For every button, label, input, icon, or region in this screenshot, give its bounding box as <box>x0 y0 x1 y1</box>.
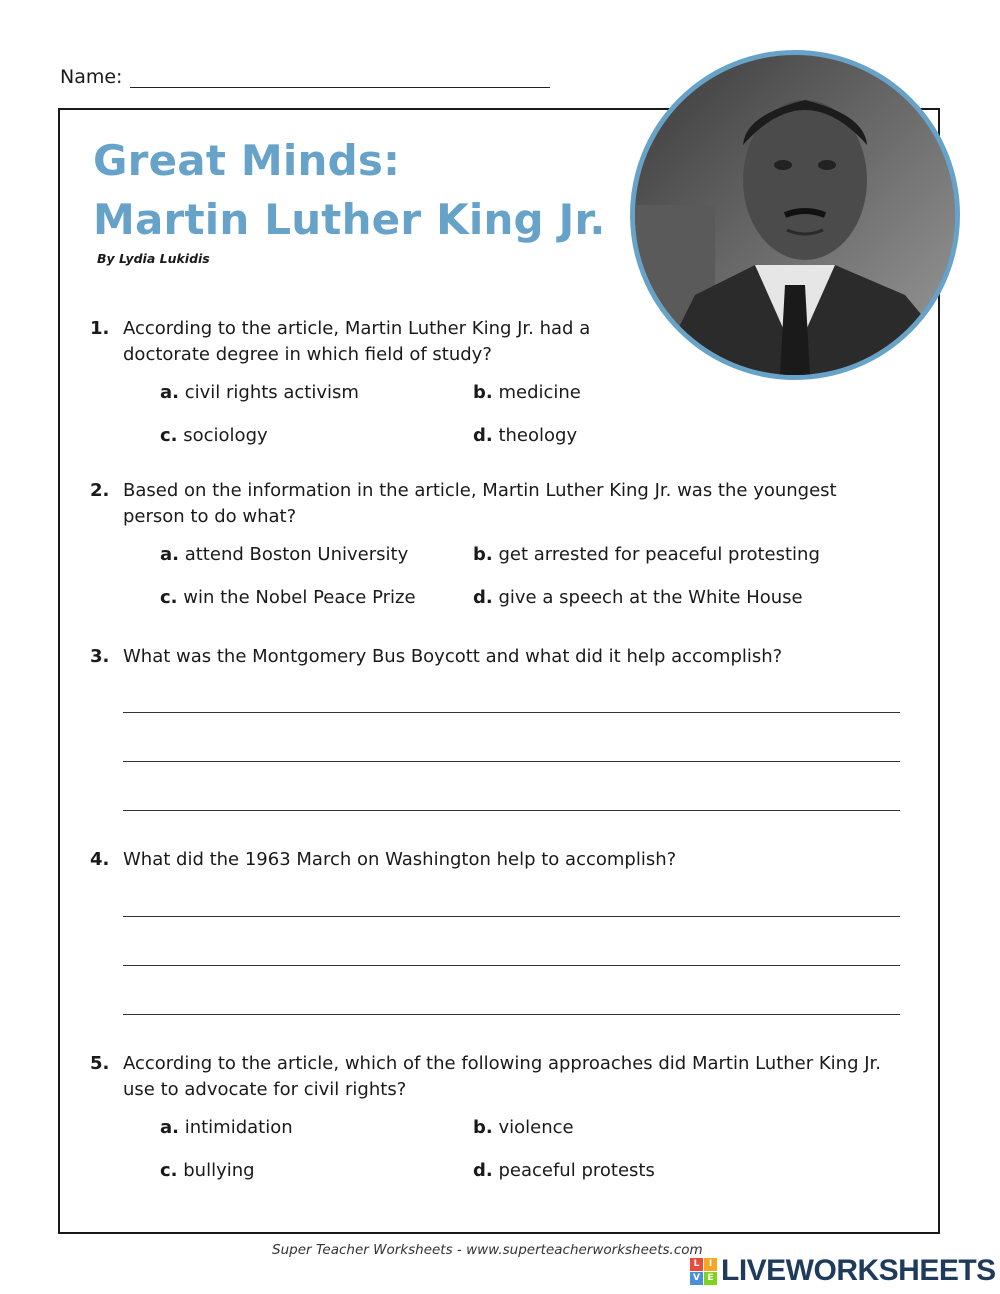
question-number: 3. <box>90 646 110 667</box>
portrait-photo <box>630 50 960 380</box>
title-line-2: Martin Luther King Jr. <box>93 195 606 244</box>
q2-option-c[interactable] <box>160 587 416 608</box>
question-text-line2: doctorate degree in which field of study? <box>123 344 492 365</box>
question-text-line2: person to do what? <box>123 506 297 527</box>
option-letter: a. <box>160 1117 179 1138</box>
author-byline: By Lydia Lukidis <box>97 251 210 266</box>
option-text: win the Nobel Peace Prize <box>183 587 416 608</box>
liveworksheets-icon: L I V E <box>690 1258 717 1285</box>
option-letter: c. <box>160 1160 178 1181</box>
q5-option-a[interactable] <box>160 1117 293 1138</box>
option-text: attend Boston University <box>184 544 409 565</box>
title-line-1: Great Minds: <box>93 136 401 185</box>
question-text-line2: use to advocate for civil rights? <box>123 1079 407 1100</box>
option-letter: d. <box>473 587 493 608</box>
option-text: peaceful protests <box>498 1160 655 1181</box>
option-text: civil rights activism <box>184 382 359 403</box>
q5-option-d[interactable] <box>473 1160 655 1181</box>
q1-option-d[interactable] <box>473 425 577 446</box>
question-text-line1: What was the Montgomery Bus Boycott and what did it help accomplish? <box>123 646 783 667</box>
q3-answer-line[interactable] <box>123 712 900 713</box>
q5-option-b[interactable] <box>473 1117 574 1138</box>
question-3 <box>90 644 920 672</box>
name-label: Name: <box>60 66 123 88</box>
option-letter: b. <box>473 382 493 403</box>
question-text-line1: According to the article, Martin Luther King Jr. had a <box>123 318 591 339</box>
q4-answer-line[interactable] <box>123 1014 900 1015</box>
question-1 <box>90 316 650 372</box>
footer-credit: Super Teacher Worksheets - www.superteacherworksheets.com <box>272 1242 703 1258</box>
question-number: 4. <box>90 849 110 870</box>
q5-option-c[interactable] <box>160 1160 255 1181</box>
q1-option-b[interactable] <box>473 382 581 403</box>
option-text: bullying <box>183 1160 255 1181</box>
question-text-line1: Based on the information in the article, Martin Luther King Jr. was the youngest <box>123 480 837 501</box>
q2-option-a[interactable] <box>160 544 408 565</box>
liveworksheets-logo[interactable] <box>690 1254 996 1288</box>
q2-option-d[interactable] <box>473 587 803 608</box>
name-input-line[interactable] <box>130 87 550 88</box>
q2-option-b[interactable] <box>473 544 820 565</box>
liveworksheets-wordmark: LIVEWORKSHEETS <box>721 1254 996 1287</box>
option-letter: c. <box>160 587 178 608</box>
q3-answer-line[interactable] <box>123 810 900 811</box>
option-letter: d. <box>473 1160 493 1181</box>
option-letter: a. <box>160 544 179 565</box>
option-letter: c. <box>160 425 178 446</box>
option-text: medicine <box>498 382 581 403</box>
q1-option-c[interactable] <box>160 425 268 446</box>
question-text-line1: What did the 1963 March on Washington help to accomplish? <box>123 849 677 870</box>
question-5 <box>90 1051 930 1107</box>
question-2 <box>90 478 920 534</box>
question-number: 2. <box>90 480 110 501</box>
option-text: give a speech at the White House <box>498 587 803 608</box>
option-text: intimidation <box>184 1117 293 1138</box>
option-letter: d. <box>473 425 493 446</box>
option-text: sociology <box>183 425 268 446</box>
question-4 <box>90 847 920 875</box>
question-number: 5. <box>90 1053 110 1074</box>
q4-answer-line[interactable] <box>123 916 900 917</box>
option-letter: b. <box>473 1117 493 1138</box>
question-number: 1. <box>90 318 110 339</box>
option-letter: b. <box>473 544 493 565</box>
q3-answer-line[interactable] <box>123 761 900 762</box>
option-text: violence <box>498 1117 574 1138</box>
option-letter: a. <box>160 382 179 403</box>
q4-answer-line[interactable] <box>123 965 900 966</box>
q1-option-a[interactable] <box>160 382 359 403</box>
option-text: theology <box>498 425 578 446</box>
question-text-line1: According to the article, which of the following approaches did Martin Luther King Jr. <box>123 1053 882 1074</box>
option-text: get arrested for peaceful protesting <box>498 544 820 565</box>
